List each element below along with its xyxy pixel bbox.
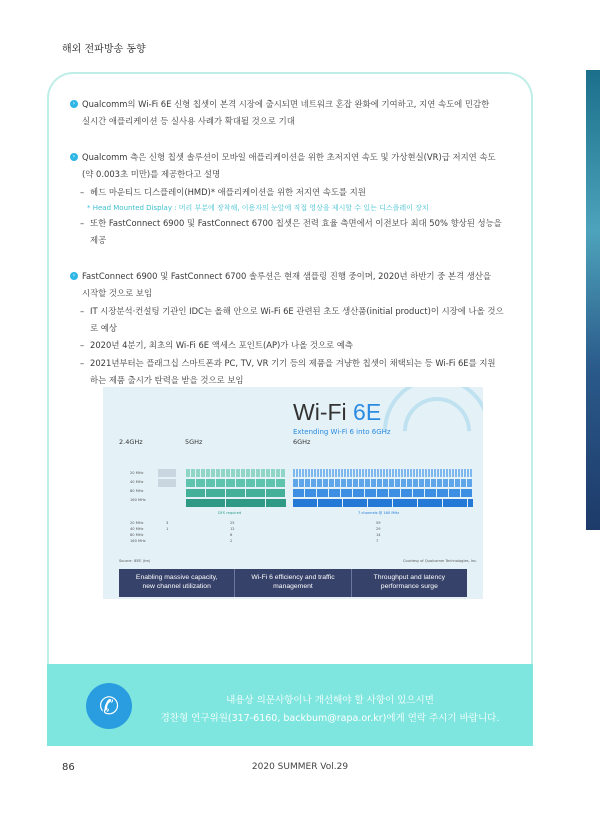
row-label: 160 MHz <box>130 498 146 502</box>
count-5: 12 <box>230 527 235 531</box>
channel-block <box>293 469 473 477</box>
channel-chart <box>118 453 473 553</box>
bullet-3-line-2: 시작할 것으로 보임 <box>82 288 153 299</box>
bullet-2-line-1: Qualcomm 측은 신형 칩셋 솔루션이 모바일 애플리케이션을 위한 초저지연 속도 및 가상현실(VR)급 저지연 속도 <box>82 151 496 162</box>
sub-item-text: 하는 제품 출시가 탄력을 받을 것으로 보임 <box>90 375 244 386</box>
sub-item: – 2021년부터는 플래그십 스마트폰과 PC, TV, VR 기기 등의 제품을 겨냥한 칩셋이 채택되는 등 Wi-Fi 6E를 지원 하는 제품 출시가 탄력을 받을 것으로 보임 <box>70 355 520 390</box>
row-label: 20 MHz <box>130 521 144 525</box>
6ghz-channels-label: 7 channels @ 160 MHz <box>358 511 400 515</box>
count-5: 25 <box>230 521 235 525</box>
channel-block <box>158 469 176 477</box>
section-label: 해외 전파방송 동향 <box>62 44 146 55</box>
channel-block <box>158 479 176 487</box>
bullet-icon: › <box>70 100 78 108</box>
feature-line: Throughput and latency <box>373 574 446 581</box>
count-6: 29 <box>376 527 381 531</box>
bullet-1-line-1: Qualcomm의 Wi-Fi 6E 신형 칩셋이 본격 시장에 출시되면 네트워크 혼잡 완화에 기여하고, 지연 속도에 민감한 <box>82 99 490 109</box>
sub-item-text: 제공 <box>90 235 107 246</box>
sub-item: – 헤드 마운티드 디스플레이(HMD)* 애플리케이션을 위한 저지연 속도를 지원 <box>80 186 366 197</box>
feature-line: management <box>273 583 313 590</box>
sub-item-text: 또한 FastConnect 6900 및 FastConnect 6700 칩셋은 전력 효율 측면에서 이전보다 최대 50% 향상된 성능을 <box>90 218 502 229</box>
wifi-6e-figure <box>103 387 483 599</box>
figure-source: Source: IEEE (tm) <box>119 559 151 563</box>
bullet-3 <box>70 268 520 303</box>
row-label: 40 MHz <box>130 480 144 484</box>
bullet-1 <box>70 96 520 131</box>
feature-throughput <box>352 569 467 597</box>
dfs-label: DFS required <box>218 511 242 515</box>
bullet-3-line-1: FastConnect 6900 및 FastConnect 6700 솔루션은 현재 샘플링 진행 중이며, 2020년 하반기 중 본격 생산을 <box>82 270 492 281</box>
channel-block <box>186 489 286 497</box>
figure-subtitle: Extending Wi-Fi 6 into 6GHz <box>293 428 391 436</box>
row-label: 80 MHz <box>130 489 144 493</box>
row-label: 20 MHz <box>130 471 144 475</box>
channel-block <box>186 479 286 487</box>
sub-item-text: 2021년부터는 플래그십 스마트폰과 PC, TV, VR 기기 등의 제품을 겨냥한 칩셋이 채택되는 등 Wi-Fi 6E를 지원 <box>90 357 496 368</box>
side-decoration <box>586 70 600 530</box>
figure-title-accent: 6E <box>353 399 382 425</box>
bullet-1-line-2: 실시간 애플리케이션 등 실사용 사례가 확대될 것으로 기대 <box>82 116 295 127</box>
feature-efficiency <box>235 569 351 597</box>
count-5: 2 <box>230 539 233 543</box>
row-label: 80 MHz <box>130 533 144 537</box>
band-label-5: 5GHz <box>185 438 203 446</box>
bullet-icon: › <box>70 153 78 161</box>
figure-credit: Courtesy of Qualcomm Technologies, Inc. <box>403 559 478 563</box>
feature-capacity <box>119 569 235 597</box>
bullet-2-line-2: (약 0.003초 미만)를 제공한다고 설명 <box>82 169 221 180</box>
count-6: 7 <box>376 539 379 543</box>
footnote: * Head Mounted Display : 머리 부분에 장착해, 이용자의 눈앞에 직접 영상을 제시할 수 있는 디스플레이 장치 <box>87 204 429 213</box>
sub-item-text: IT 시장분석·컨설팅 기관인 IDC는 올해 안으로 Wi-Fi 6E 관련된 초도 생산품(initial product)이 시장에 나올 것으 <box>90 305 504 316</box>
bullet-2 <box>70 149 520 184</box>
channel-block <box>186 469 286 477</box>
sub-item: – 2020년 4분기, 최초의 Wi-Fi 6E 액세스 포인트(AP)가 나올 것으로 예측 <box>80 340 353 351</box>
feature-line: Wi-Fi 6 efficiency and traffic <box>251 574 335 581</box>
count-24: 3 <box>166 521 169 525</box>
article-body <box>70 96 520 390</box>
sub-item-text: 헤드 마운티드 디스플레이(HMD)* 애플리케이션을 위한 저지연 속도를 지원 <box>90 186 366 197</box>
band-label-2-4: 2.4GHz <box>119 438 143 446</box>
row-label: 40 MHz <box>130 527 144 531</box>
count-6: 59 <box>376 521 381 525</box>
contact-text <box>140 692 520 728</box>
count-24: 1 <box>166 527 169 531</box>
sub-item: – 또한 FastConnect 6900 및 FastConnect 6700 칩셋은 전력 효율 측면에서 이전보다 최대 50% 향상된 성능을 제공 <box>70 215 520 250</box>
sub-item: – IT 시장분석·컨설팅 기관인 IDC는 올해 안으로 Wi-Fi 6E 관련된 초도 생산품(initial product)이 시장에 나올 것으 로 예상 <box>70 303 520 338</box>
phone-icon: ✆ <box>86 683 132 729</box>
channel-block <box>293 499 473 507</box>
channel-block <box>293 479 473 487</box>
channel-block <box>186 499 286 507</box>
feature-line: new channel utilization <box>142 583 211 590</box>
feature-line: performance surge <box>380 583 438 590</box>
figure-title <box>293 399 381 426</box>
issue-label: 2020 SUMMER Vol.29 <box>251 762 349 772</box>
bullet-icon: › <box>70 272 78 280</box>
page-number: 86 <box>62 762 75 773</box>
band-label-6: 6GHz <box>293 438 311 446</box>
sub-item-text: 2020년 4분기, 최초의 Wi-Fi 6E 액세스 포인트(AP)가 나올 것으로 예측 <box>90 340 353 351</box>
figure-feature-bar <box>119 569 467 597</box>
count-5: 6 <box>230 533 233 537</box>
row-label: 160 MHz <box>130 539 146 543</box>
sub-item-text: 로 예상 <box>90 323 117 334</box>
figure-title-main: Wi-Fi <box>293 399 354 425</box>
contact-line-2: 경찬형 연구위원(317-6160, backbum@rapa.or.kr)에게 연락 주시기 바랍니다. <box>160 713 500 724</box>
contact-line-1: 내용상 의문사항이나 개선해야 할 사항이 있으시면 <box>226 695 434 706</box>
feature-line: Enabling massive capacity, <box>135 574 218 581</box>
channel-block <box>293 489 473 497</box>
count-6: 14 <box>376 533 381 537</box>
